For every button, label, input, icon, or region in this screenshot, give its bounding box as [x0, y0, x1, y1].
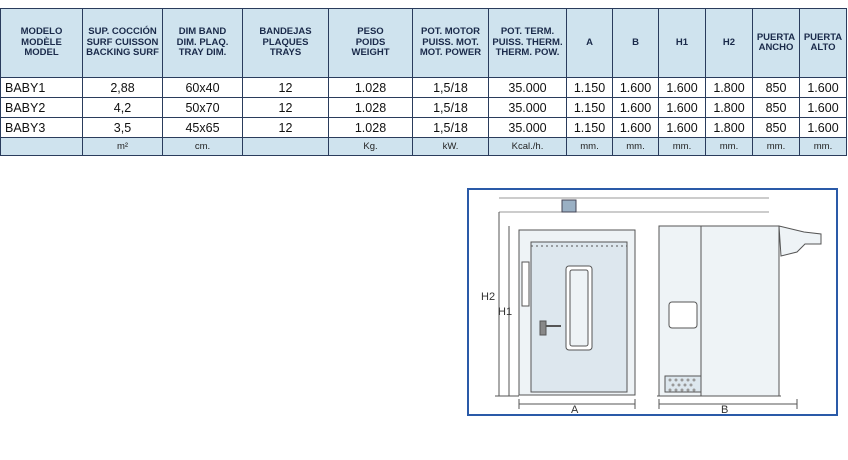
header-line: ANCHO	[758, 42, 794, 53]
column-header	[1, 9, 83, 78]
table-row	[1, 118, 847, 138]
table-cell: 12	[243, 118, 329, 138]
table-cell: 60x40	[163, 78, 243, 98]
column-header	[567, 9, 613, 78]
header-line: PUISS. THERM.	[492, 36, 563, 48]
unit-cell: kW.	[413, 138, 489, 156]
column-header	[489, 9, 567, 78]
table-cell: 35.000	[489, 118, 567, 138]
unit-cell	[243, 138, 329, 156]
header-line: WEIGHT	[351, 47, 390, 59]
unit-cell: mm.	[567, 138, 613, 156]
table-cell: 1.028	[329, 78, 413, 98]
oven-drawing-svg	[469, 190, 836, 414]
unit-cell: mm.	[800, 138, 847, 156]
column-header	[613, 9, 659, 78]
model-cell: BABY2	[1, 98, 83, 118]
table-cell: 1.600	[659, 78, 706, 98]
header-line: MODELO	[20, 26, 63, 38]
unit-cell: cm.	[163, 138, 243, 156]
side-view	[657, 226, 821, 396]
header-line: H2	[722, 36, 736, 48]
column-header	[800, 9, 847, 78]
table-cell: 12	[243, 78, 329, 98]
header-line: PUERTA	[756, 31, 796, 43]
column-header	[83, 9, 163, 78]
unit-cell: mm.	[613, 138, 659, 156]
h2-label: H2	[481, 291, 496, 303]
table-cell: 1,5/18	[413, 98, 489, 118]
unit-cell: m²	[83, 138, 163, 156]
table-cell: 1.150	[567, 78, 613, 98]
table-cell: 1,5/18	[413, 118, 489, 138]
header-line: DIM BAND	[178, 26, 227, 38]
header-line: THERM. POW.	[495, 47, 560, 59]
table-cell: 850	[753, 98, 800, 118]
spec-table	[0, 8, 847, 156]
units-row	[1, 138, 847, 156]
header-line: DIM. PLAQ.	[176, 36, 229, 48]
header-line: PUISS. MOT.	[422, 36, 479, 48]
header-line: PUERTA	[803, 31, 843, 43]
dimension-drawing	[467, 188, 838, 416]
header-line: POT. TERM.	[500, 26, 555, 38]
column-header	[659, 9, 706, 78]
table-cell: 1,5/18	[413, 78, 489, 98]
header-line: MOT. POWER	[419, 47, 482, 59]
unit-cell: Kcal./h.	[489, 138, 567, 156]
column-header	[243, 9, 329, 78]
unit-cell: mm.	[753, 138, 800, 156]
table-cell: 45x65	[163, 118, 243, 138]
table-cell: 1.150	[567, 118, 613, 138]
table-cell: 1.028	[329, 98, 413, 118]
header-line: POT. MOTOR	[421, 26, 480, 38]
unit-cell: mm.	[706, 138, 753, 156]
table-row	[1, 98, 847, 118]
header-line: BANDEJAS	[259, 26, 312, 38]
b-label: B	[721, 404, 729, 414]
table-cell: 850	[753, 118, 800, 138]
table-cell: 1.600	[613, 78, 659, 98]
table-cell: 35.000	[489, 78, 567, 98]
table-cell: 1.600	[800, 98, 847, 118]
header-line: ALTO	[810, 42, 836, 53]
table-row	[1, 78, 847, 98]
table-cell: 1.600	[659, 98, 706, 118]
table-cell: 1.600	[800, 78, 847, 98]
column-header	[413, 9, 489, 78]
header-line: H1	[675, 36, 689, 48]
table-cell: 3,5	[83, 118, 163, 138]
model-cell: BABY3	[1, 118, 83, 138]
model-cell: BABY1	[1, 78, 83, 98]
unit-cell: mm.	[659, 138, 706, 156]
a-label: A	[571, 404, 579, 414]
table-cell: 12	[243, 98, 329, 118]
header-line: PLAQUES	[262, 36, 309, 48]
table-cell: 1.150	[567, 98, 613, 118]
header-line: BACKING SURF	[86, 47, 159, 59]
column-header	[706, 9, 753, 78]
header-line: SUP. COCCIÓN	[88, 26, 157, 38]
header-line: A	[586, 36, 593, 48]
header-line: MODÈLE	[21, 36, 62, 48]
table-cell: 50x70	[163, 98, 243, 118]
table-cell: 1.600	[659, 118, 706, 138]
column-header	[163, 9, 243, 78]
column-header	[329, 9, 413, 78]
table-cell: 1.800	[706, 98, 753, 118]
table-cell: 1.600	[800, 118, 847, 138]
table-cell: 1.600	[613, 98, 659, 118]
front-view	[519, 200, 635, 395]
header-line: PESO	[357, 26, 384, 38]
unit-cell	[1, 138, 83, 156]
table-cell: 1.800	[706, 78, 753, 98]
table-cell: 1.800	[706, 118, 753, 138]
header-line: MODEL	[24, 47, 59, 59]
header-line: B	[632, 36, 639, 48]
unit-cell: Kg.	[329, 138, 413, 156]
header-line: SURF CUISSON	[86, 36, 159, 48]
table-cell: 35.000	[489, 98, 567, 118]
column-header	[753, 9, 800, 78]
header-line: TRAY DIM.	[178, 47, 227, 59]
table-cell: 1.028	[329, 118, 413, 138]
table-cell: 2,88	[83, 78, 163, 98]
table-cell: 1.600	[613, 118, 659, 138]
header-line: TRAYS	[269, 47, 302, 59]
table-cell: 4,2	[83, 98, 163, 118]
header-row	[1, 9, 847, 78]
header-line: POIDS	[355, 36, 386, 48]
h1-label: H1	[498, 306, 513, 318]
table-cell: 850	[753, 78, 800, 98]
